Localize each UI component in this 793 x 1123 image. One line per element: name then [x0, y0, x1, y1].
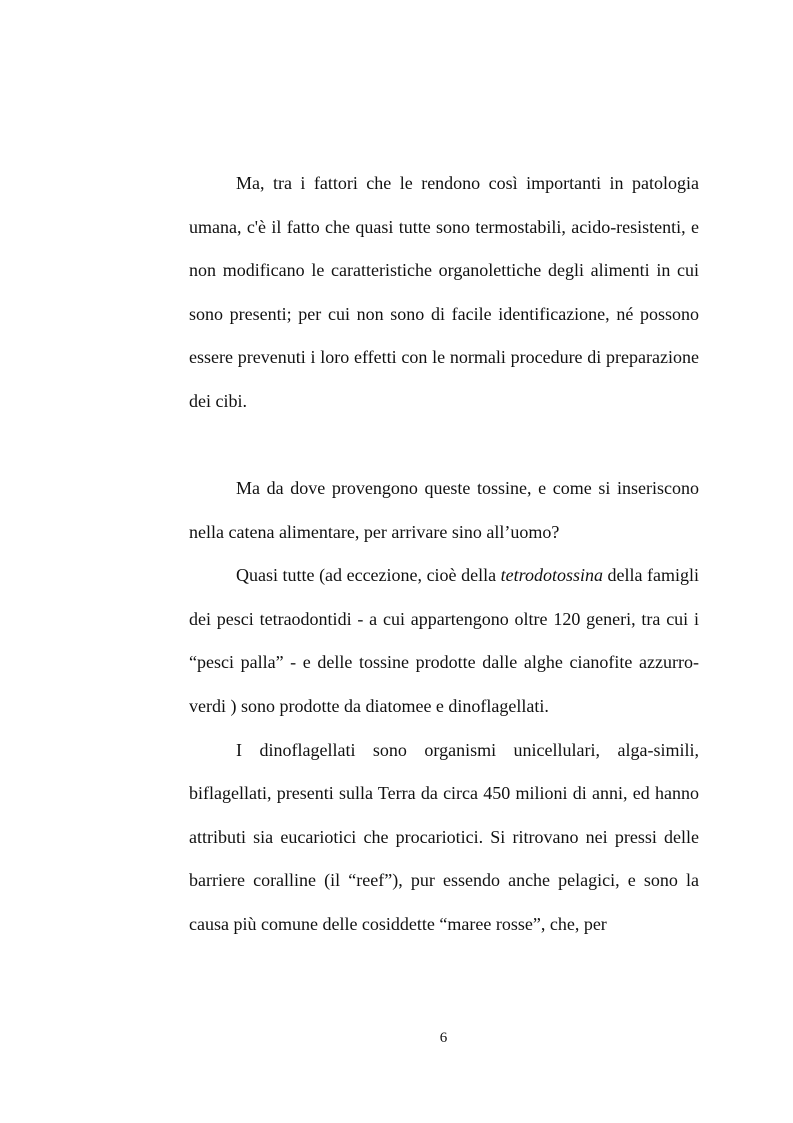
paragraph-toxin-producers [189, 554, 699, 728]
paragraph-toxin-properties: Ma, tra i fattori che le rendono così importanti in patologia umana, c'è il fatto che quasi tutte sono termostabili, acido-resistenti, e non modificano le caratteristiche organolettiche degli alimenti in cui sono presenti; per cui non sono di facile identificazione, né possono essere prevenuti i loro effetti con le normali procedure di preparazione dei cibi. [189, 173, 699, 411]
paragraph-toxin-origin-question: Ma da dove provengono queste tossine, e come si inseriscono nella catena alimentare, per arrivare sino all’uomo? [189, 478, 699, 542]
text-block-upper [189, 162, 699, 424]
p3-text-before: Quasi tutte (ad eccezione, cioè della [236, 565, 501, 586]
p3-text-after: della famigli dei pesci tetraodontidi - a cui appartengono oltre 120 generi, tra cui i “pesci palla” - e delle tossine prodotte dalle alghe cianofite azzurro-verdi ) sono prodotte da diatomee e dinoflagellati. [189, 565, 699, 716]
tetrodotoxin-term: tetrodotossina [500, 565, 603, 586]
paragraph-dinoflagellates: I dinoflagellati sono organismi unicellulari, alga-simili, biflagellati, presenti sulla Terra da circa 450 milioni di anni, ed hanno attributi sia eucariotici che procariotici. Si ritrovano nei pressi delle barriere coralline (il “reef”), pur essendo anche pelagici, e sono la causa più comune delle cosiddette “maree rosse”, che, per [189, 739, 699, 934]
text-block-lower [189, 467, 699, 947]
page-number: 6 [439, 1030, 448, 1046]
